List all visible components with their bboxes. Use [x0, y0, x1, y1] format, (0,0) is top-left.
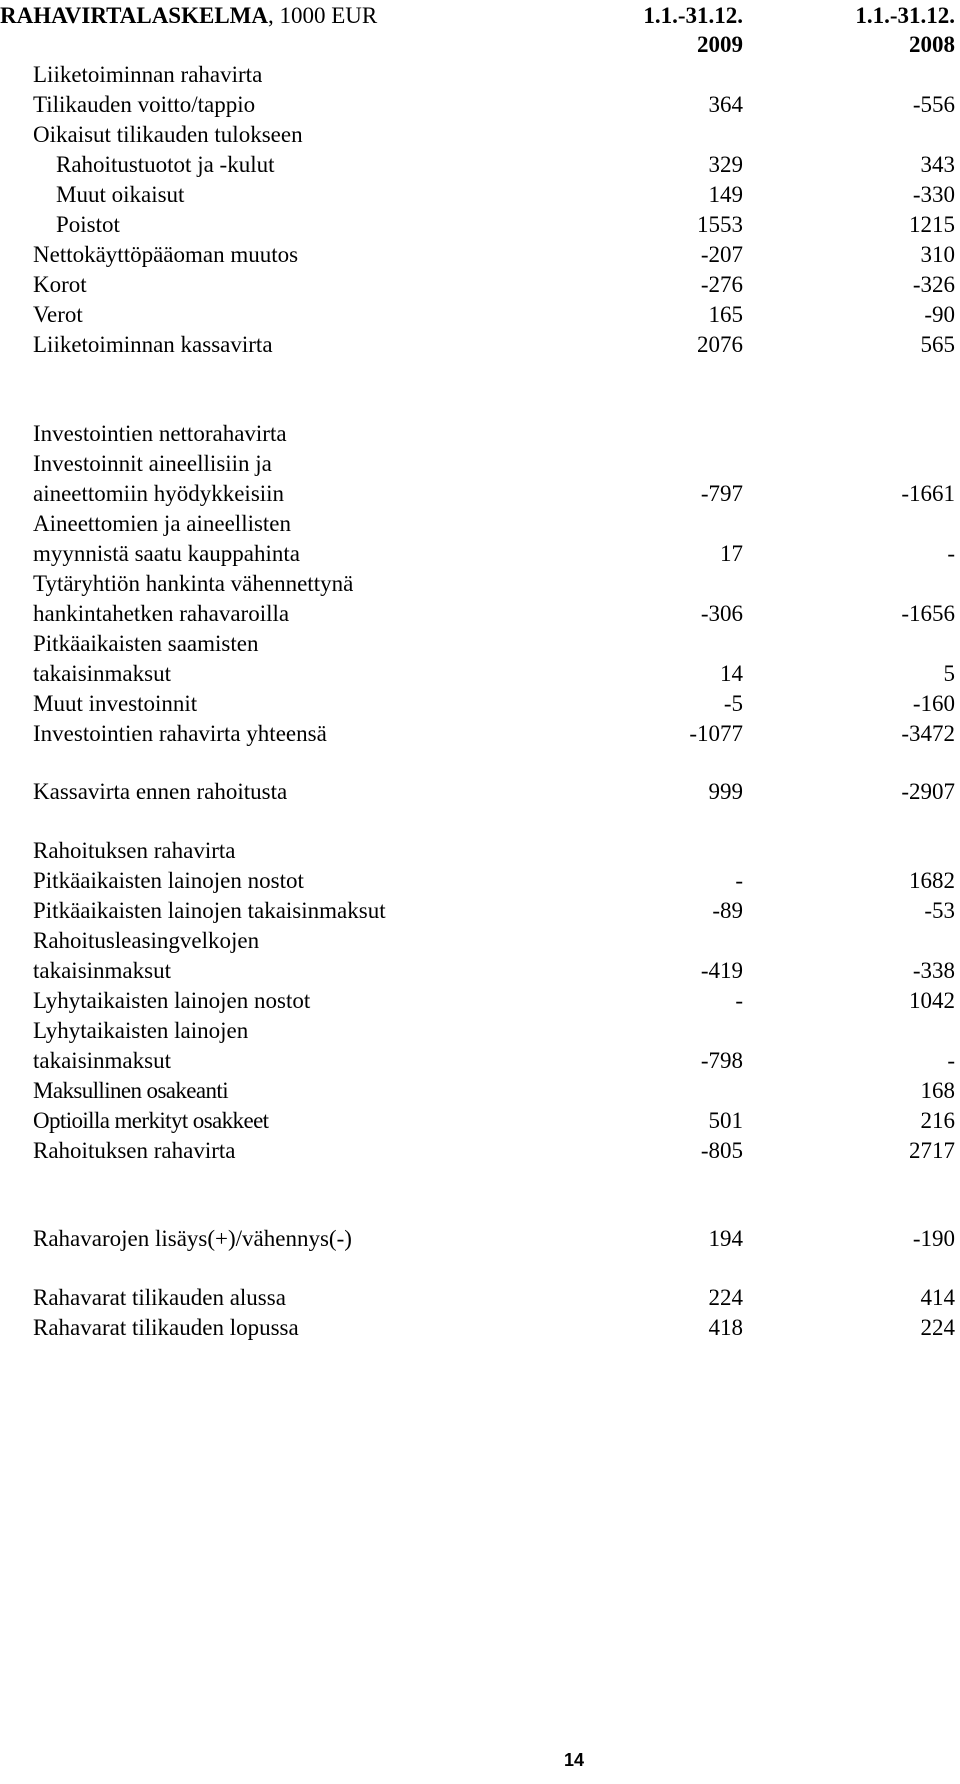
value-2009: -1077 [689, 721, 743, 746]
table-row [0, 924, 960, 957]
value-2008: 5 [943, 661, 955, 686]
value-2008: - [947, 1048, 955, 1073]
table-row [0, 537, 960, 570]
value-2009: 329 [708, 152, 743, 177]
value-2008: -326 [912, 272, 955, 297]
value-2009: - [735, 988, 743, 1013]
value-2009: -5 [723, 691, 743, 716]
column-header-year-2009: 2009 [697, 32, 743, 57]
table-row [0, 627, 960, 660]
value-2008: - [947, 541, 955, 566]
row-label: Rahoituksen rahavirta [33, 1138, 236, 1163]
value-2009: -276 [700, 272, 743, 297]
value-2008: 1042 [909, 988, 955, 1013]
table-row [0, 477, 960, 510]
value-2008: -330 [912, 182, 955, 207]
table-row [0, 687, 960, 720]
row-label: Optioilla merkityt osakkeet [33, 1108, 269, 1133]
value-2008: 1215 [909, 212, 955, 237]
value-2008: -338 [912, 958, 955, 983]
row-label: Rahoitustuotot ja -kulut [56, 152, 275, 177]
table-row [0, 1104, 960, 1137]
value-2009: 224 [708, 1285, 743, 1310]
row-label: Muut oikaisut [56, 182, 185, 207]
column-header-period-2008: 1.1.-31.12. [855, 3, 955, 28]
table-row [0, 328, 960, 361]
value-2008: 565 [920, 332, 955, 357]
table-row [0, 894, 960, 927]
value-2008: -190 [912, 1226, 955, 1251]
value-2009: 17 [720, 541, 743, 566]
value-2008: 224 [920, 1315, 955, 1340]
value-2008: -90 [924, 302, 955, 327]
row-label: Rahoituksen rahavirta [33, 838, 236, 863]
table-row [0, 954, 960, 987]
table-row [0, 148, 960, 181]
row-label: Liiketoiminnan rahavirta [33, 62, 263, 87]
table-row [0, 118, 960, 151]
row-label: Oikaisut tilikauden tulokseen [33, 122, 303, 147]
table-row [0, 1222, 960, 1255]
value-2008: -1661 [901, 481, 955, 506]
value-2009: 418 [708, 1315, 743, 1340]
row-label: Korot [33, 272, 87, 297]
value-2009: 194 [708, 1226, 743, 1251]
value-2009: 165 [708, 302, 743, 327]
row-label: Lyhytaikaisten lainojen nostot [33, 988, 311, 1013]
table-row [0, 864, 960, 897]
value-2008: -556 [912, 92, 955, 117]
value-2008: 2717 [909, 1138, 955, 1163]
value-2008: 216 [920, 1108, 955, 1133]
row-label: Pitkäaikaisten saamisten [33, 631, 259, 656]
table-row [0, 268, 960, 301]
row-label: Verot [33, 302, 83, 327]
value-2009: -798 [700, 1048, 743, 1073]
table-row [0, 775, 960, 808]
value-2009: 501 [708, 1108, 743, 1133]
value-2008: -1656 [901, 601, 955, 626]
table-row [0, 447, 960, 480]
table-row [0, 597, 960, 630]
table-row [0, 1311, 960, 1344]
row-label: Muut investoinnit [33, 691, 198, 716]
table-row [0, 88, 960, 121]
value-2008: 343 [920, 152, 955, 177]
value-2009: 14 [720, 661, 743, 686]
table-row [0, 834, 960, 867]
table-row [0, 1044, 960, 1077]
statement-title-main: RAHAVIRTALASKELMA [0, 3, 268, 28]
table-row [0, 507, 960, 540]
value-2009: -805 [700, 1138, 743, 1163]
row-label: Lyhytaikaisten lainojen [33, 1018, 249, 1043]
value-2009: -306 [700, 601, 743, 626]
table-row [0, 717, 960, 750]
table-row [0, 417, 960, 450]
column-header-period-2009: 1.1.-31.12. [643, 3, 743, 28]
row-label: Tilikauden voitto/tappio [33, 92, 256, 117]
table-row [0, 208, 960, 241]
row-label: Rahoitusleasingvelkojen [33, 928, 260, 953]
row-label: Investointien nettorahavirta [33, 421, 287, 446]
value-2009: -207 [700, 242, 743, 267]
row-label: takaisinmaksut [33, 1048, 171, 1073]
row-label: Liiketoiminnan kassavirta [33, 332, 273, 357]
table-row [0, 984, 960, 1017]
value-2009: 999 [708, 779, 743, 804]
row-label: myynnistä saatu kauppahinta [33, 541, 300, 566]
row-label: Kassavirta ennen rahoitusta [33, 779, 288, 804]
row-label: Maksullinen osakeanti [33, 1078, 228, 1103]
table-row [0, 567, 960, 600]
row-label: takaisinmaksut [33, 661, 171, 686]
row-label: Rahavarat tilikauden alussa [33, 1285, 286, 1310]
row-label: Poistot [56, 212, 120, 237]
value-2008: -160 [912, 691, 955, 716]
value-2008: 310 [920, 242, 955, 267]
table-row [0, 58, 960, 91]
table-row [0, 178, 960, 211]
row-label: Rahavarat tilikauden lopussa [33, 1315, 299, 1340]
row-label: Pitkäaikaisten lainojen nostot [33, 868, 304, 893]
value-2009: -797 [700, 481, 743, 506]
table-row [0, 1014, 960, 1047]
row-label: Investoinnit aineellisiin ja [33, 451, 272, 476]
row-label: Aineettomien ja aineellisten [33, 511, 292, 536]
value-2008: 168 [920, 1078, 955, 1103]
value-2009: 2076 [697, 332, 743, 357]
statement-title [0, 3, 377, 29]
row-label: Tytäryhtiön hankinta vähennettynä [33, 571, 354, 596]
value-2009: -419 [700, 958, 743, 983]
row-label: Investointien rahavirta yhteensä [33, 721, 327, 746]
value-2009: 364 [708, 92, 743, 117]
row-label: takaisinmaksut [33, 958, 171, 983]
row-label: aineettomiin hyödykkeisiin [33, 481, 285, 506]
page-number: 14 [563, 1750, 585, 1770]
table-row [0, 298, 960, 331]
column-header-year-2008: 2008 [909, 32, 955, 57]
value-2008: -53 [924, 898, 955, 923]
value-2008: -2907 [901, 779, 955, 804]
row-label: Pitkäaikaisten lainojen takaisinmaksut [33, 898, 386, 923]
value-2008: -3472 [901, 721, 955, 746]
value-2008: 414 [920, 1285, 955, 1310]
value-2009: - [735, 868, 743, 893]
table-row [0, 1074, 960, 1107]
value-2009: 149 [708, 182, 743, 207]
row-label: hankintahetken rahavaroilla [33, 601, 290, 626]
table-row [0, 1281, 960, 1314]
table-row [0, 657, 960, 690]
row-label: Nettokäyttöpääoman muutos [33, 242, 299, 267]
value-2009: 1553 [697, 212, 743, 237]
table-row [0, 238, 960, 271]
row-label: Rahavarojen lisäys(+)/vähennys(-) [33, 1226, 352, 1251]
value-2008: 1682 [909, 868, 955, 893]
statement-title-unit: , 1000 EUR [268, 3, 378, 28]
value-2009: -89 [712, 898, 743, 923]
table-row [0, 1134, 960, 1167]
